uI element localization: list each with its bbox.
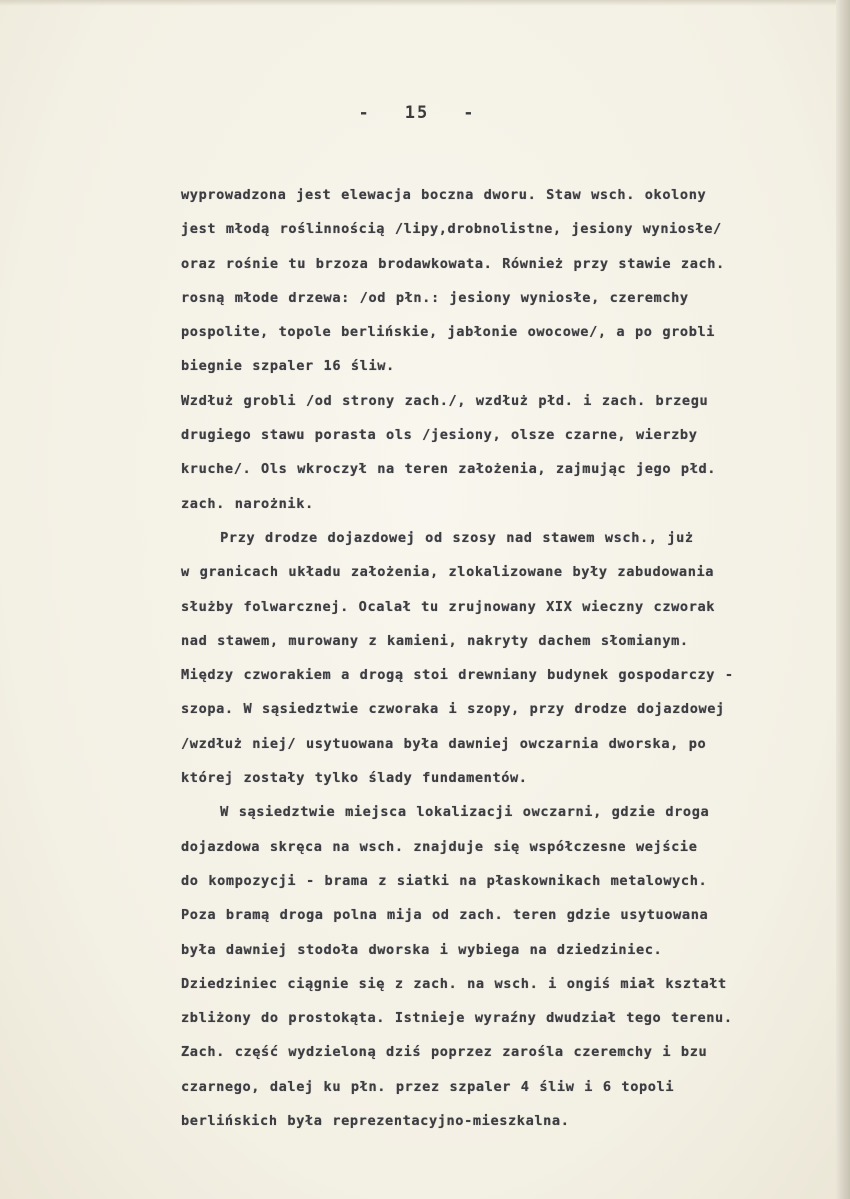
text-line: której zostały tylko ślady fundamentów. [181, 770, 528, 787]
text-line: kruche/. Ols wkroczył na teren założenia, zajmując jego płd. [181, 461, 717, 478]
text-line: drugiego stawu porasta ols /jesiony, olsze czarne, wierzby [181, 427, 698, 444]
text-line: pospolite, topole berlińskie, jabłonie owocowe/, a po grobli [181, 324, 716, 341]
text-line: do kompozycji - brama z siatki na płaskownikach metalowych. [181, 872, 708, 889]
text-line: Wzdłuż grobli /od strony zach./, wzdłuż płd. i zach. brzegu [181, 392, 709, 409]
text-line: wyprowadzona jest elewacja boczna dworu. Staw wsch. okolony [181, 187, 707, 203]
text-line: dojazdowa skręca na wsch. znajduje się współczesne wejście [181, 838, 698, 855]
text-line: oraz rośnie tu brzoza brodawkowata. Również przy stawie zach. [181, 255, 725, 272]
text-line: Przy drodze dojazdowej od szosy nad stawem wsch., już [181, 529, 694, 546]
page-right-edge [836, 0, 850, 1199]
text-line: jest młodą roślinnością /lipy,drobnolistne, jesiony wyniosłe/ [181, 221, 722, 238]
body-text [181, 178, 831, 1138]
text-line: w granicach układu założenia, zlokalizowane były zabudowania [181, 564, 715, 581]
text-line: rosną młode drzewa: /od płn.: jesiony wyniosłe, czeremchy [181, 289, 689, 306]
text-line: szopa. W sąsiedztwie czworaka i szopy, przy drodze dojazdowej [181, 701, 725, 718]
page-number-dash-right: - [463, 103, 476, 123]
text-line: Dziedziniec ciągnie się z zach. na wsch. i ongiś miał kształt [181, 975, 727, 992]
text-line: była dawniej stodoła dworska i wybiega na dziedziniec. [181, 941, 663, 958]
text-line: W sąsiedztwie miejsca lokalizacji owczarni, gdzie droga [181, 804, 710, 821]
text-line: służby folwarcznej. Ocalał tu zrujnowany XIX wieczny czworak [181, 598, 716, 615]
text-line: Zach. część wydzieloną dziś poprzez zarośla czeremchy i bzu [181, 1044, 708, 1061]
text-line: czarnego, dalej ku płn. przez szpaler 4 śliw i 6 topoli [181, 1078, 675, 1095]
page-top-shadow [0, 0, 850, 6]
page-number: 15 [404, 103, 430, 123]
text-line: Między czworakiem a drogą stoi drewniany budynek gospodarczy - [181, 667, 734, 684]
text-line: /wzdłuż niej/ usytuowana była dawniej owczarnia dworska, po [181, 735, 707, 752]
text-line: biegnie szpaler 16 śliw. [181, 358, 395, 375]
text-line: zbliżony do prostokąta. Istnieje wyraźny dwudział tego terenu. [181, 1010, 733, 1027]
text-line: berlińskich była reprezentacyjno-mieszkalna. [181, 1113, 570, 1130]
text-line: zach. narożnik. [181, 495, 314, 512]
page-number-header [0, 103, 842, 123]
text-line: nad stawem, murowany z kamieni, nakryty dachem słomianym. [181, 632, 689, 649]
page-number-dash-left: - [358, 103, 371, 123]
text-line: Poza bramą droga polna mija od zach. teren gdzie usytuowana [181, 907, 709, 924]
